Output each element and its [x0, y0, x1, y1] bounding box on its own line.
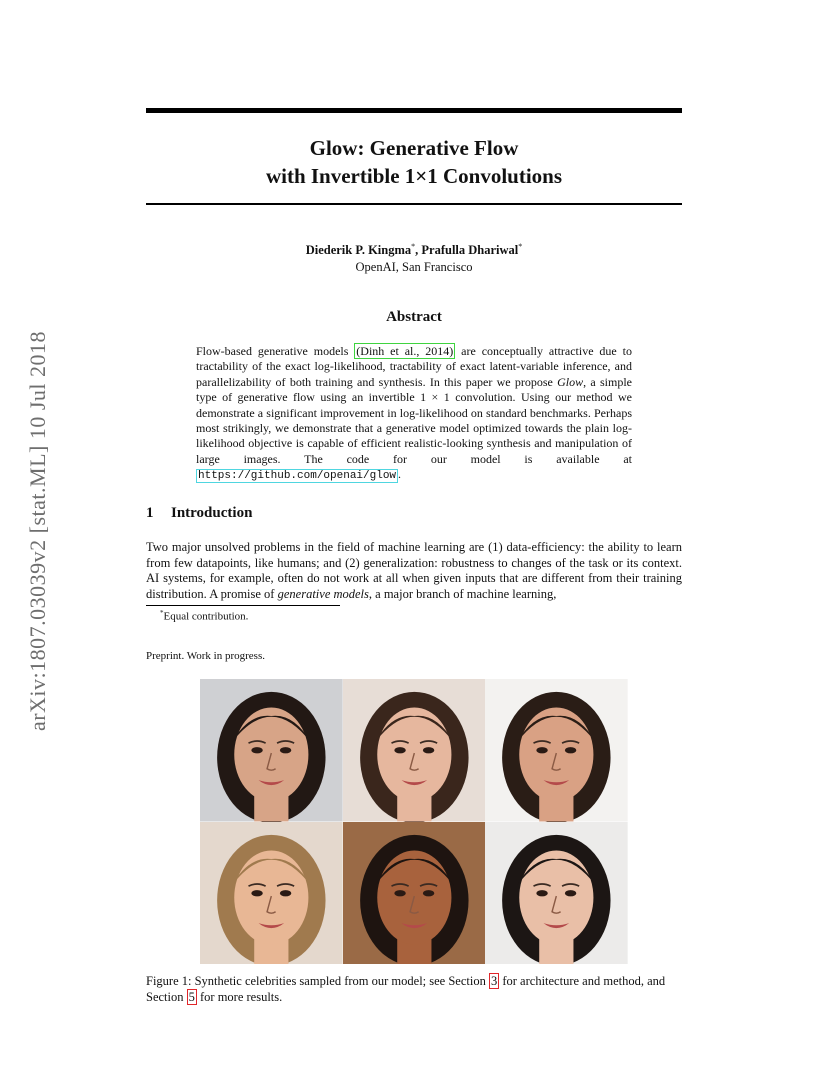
abstract-heading: Abstract — [386, 309, 442, 325]
section-title: Introduction — [171, 505, 253, 521]
generated-face-photo — [200, 822, 343, 965]
abstract-text-part: Flow-based generative models — [196, 344, 355, 358]
generated-face-photo — [485, 679, 628, 822]
section-3-reference-link[interactable]: 3 — [490, 974, 498, 988]
author-separator: , — [415, 243, 422, 258]
figure-1-face-grid — [200, 679, 628, 964]
intro-emphasis: generative models — [277, 586, 369, 601]
title-line-1: Glow: Generative Flow — [309, 136, 519, 160]
arxiv-identifier-stamp: arXiv:1807.03039v2 [stat.ML] 10 Jul 2018 — [25, 330, 50, 732]
affiliation: OpenAI, San Francisco — [355, 260, 473, 275]
author-names — [146, 238, 682, 259]
footnote-rule — [146, 605, 340, 606]
author-kingma: Diederik P. Kingma — [305, 243, 412, 258]
generated-face-photo — [200, 679, 343, 822]
section-heading-introduction — [146, 505, 252, 522]
abstract-text — [196, 344, 632, 485]
generated-face-photo — [343, 679, 486, 822]
intro-text-part: , a major branch of machine learning, — [368, 586, 557, 601]
author-dhariwal: Prafulla Dhariwal — [421, 243, 519, 258]
model-name-emphasis: Glow — [557, 374, 584, 389]
preprint-note: Preprint. Work in progress. — [146, 650, 265, 662]
section-number: 1 — [146, 505, 154, 521]
caption-text-part: Figure 1: Synthetic celebrities sampled from our model; see Section — [146, 974, 489, 988]
abstract-text-part: . — [398, 467, 402, 482]
footnote-text: Equal contribution. — [163, 610, 249, 623]
author-block — [146, 238, 682, 276]
title-line-2: with Invertible 1×1 Convolutions — [265, 164, 563, 188]
caption-text-part: for architecture and method, and Section — [146, 974, 666, 1004]
footnote — [160, 609, 248, 623]
caption-text-part: for more results. — [196, 990, 283, 1004]
equal-contribution-mark: * — [411, 242, 416, 251]
github-url-link[interactable]: https://github.com/openai/glow — [198, 470, 397, 483]
intro-text-part: Two major unsolved problems in the field of machine learning are (1) data-efficiency: the ability to learn from few datapoints, like humans; and (2) generalization: robustness to changes of the task or its context. AI systems, for example, often do not work at all when given inputs that are different from their training distribution. A promise of — [146, 540, 682, 601]
citation-link[interactable]: (Dinh et al., 2014) — [356, 344, 454, 358]
section-5-reference-link[interactable]: 5 — [188, 990, 195, 1004]
title-top-rule — [146, 108, 682, 113]
title-bottom-rule — [146, 203, 682, 205]
abstract-text-part: are conceptually attractive due to tractability of the exact log-likelihood, tractability of exact latent-variable inference, and parallelizability of both training and synthesis. In this paper we propose — [196, 344, 632, 389]
figure-1-caption — [146, 973, 686, 1005]
abstract-text-part: , a simple type of generative flow using an invertible 1 × 1 convolution. Using our method we demonstrate a significant improvement in log-likelihood on standard benchmarks. Perhaps most strikingly, we demonstrate that a generative model optimized towards the plain log-likelihood objective is capable of efficient realistic-looking synthesis and manipulation of large images. The code for our model is available at — [196, 374, 633, 466]
generated-face-photo — [343, 822, 486, 965]
equal-contribution-mark: * — [518, 242, 523, 251]
footnote-mark: * — [160, 609, 164, 617]
paper-title — [146, 134, 682, 190]
introduction-paragraph — [146, 540, 682, 602]
generated-face-photo — [485, 822, 628, 965]
